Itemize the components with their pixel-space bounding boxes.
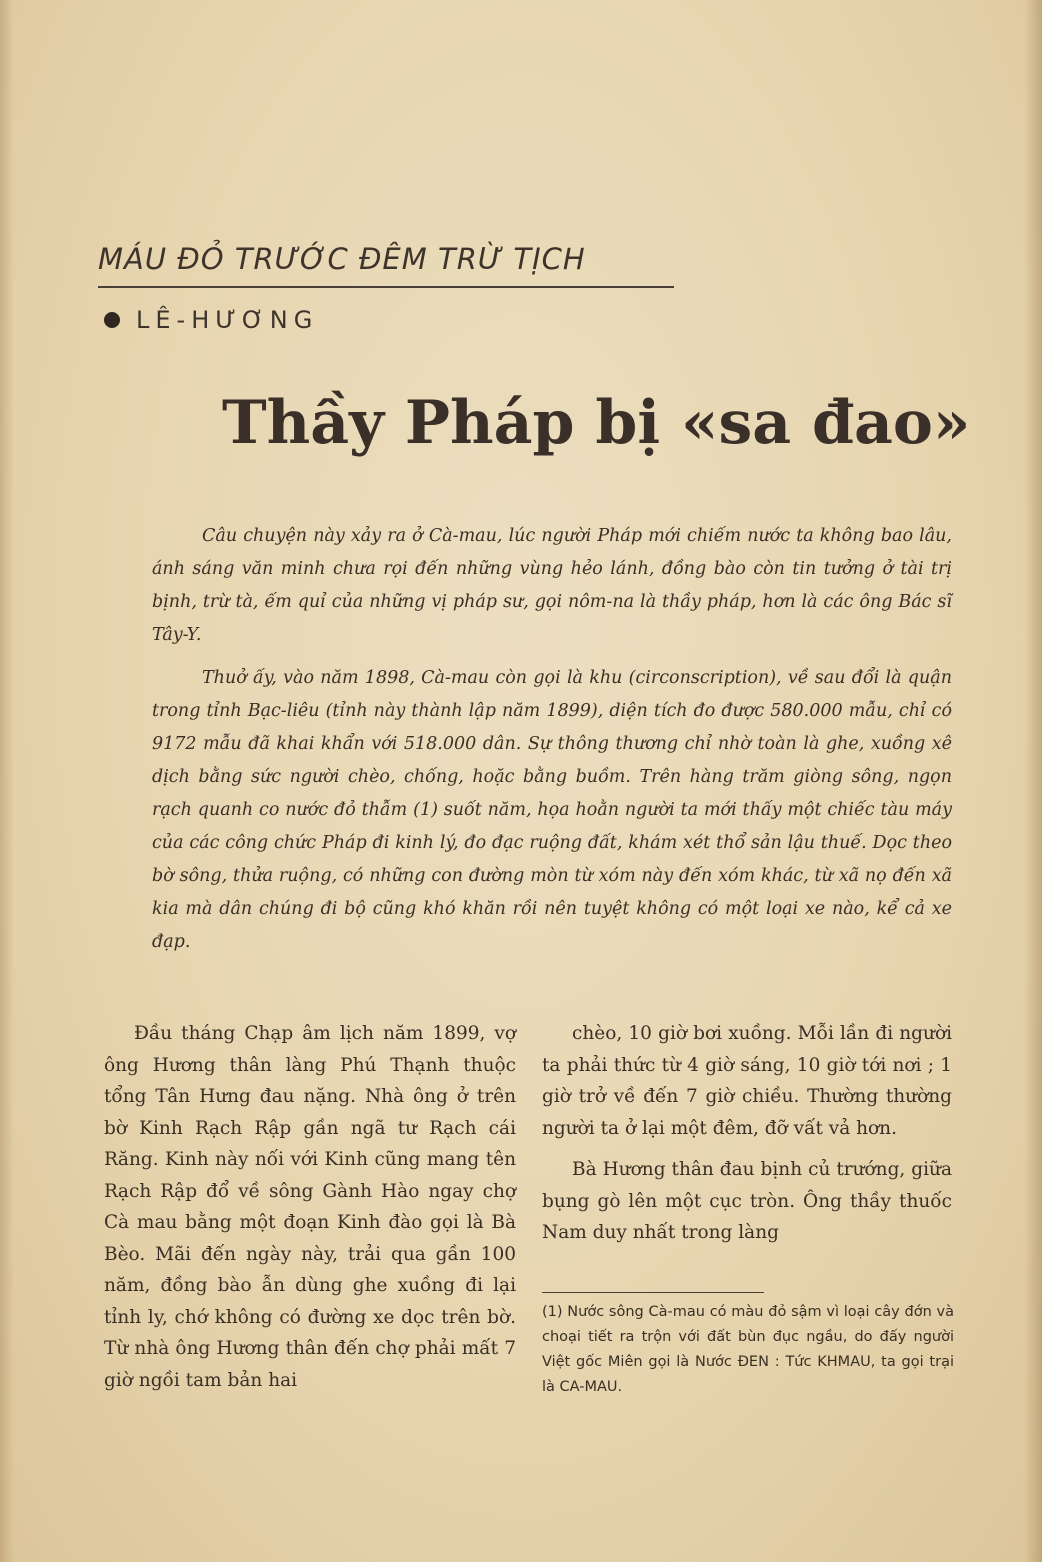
series-title: MÁU ĐỎ TRƯỚC ĐÊM TRỪ TỊCH (98, 242, 586, 276)
body-paragraph: Đầu tháng Chạp âm lịch năm 1899, vợ ông Hương thân làng Phú Thạnh thuộc tổng Tân Hưng đau nặng. Nhà ông ở trên bờ Kinh Rạch Rập gần ngã tư Rạch cái Răng. Kinh này nối với Kinh cũng mang tên Rạch Rập đổ về sông Gành Hào ngay chợ Cà mau bằng một đoạn Kinh đào gọi là Bà Bèo. Mãi đến ngày này, trải qua gần 100 năm, đồng bào ẫn dùng ghe xuồng đi lại tỉnh ly, chớ không có đường xe dọc trên bờ. Từ nhà ông Hương thân đến chợ phải mất 7 giờ ngồi tam bản hai (104, 1023, 516, 1391)
footnote: (1) Nước sông Cà-mau có màu đỏ sậm vì loại cây đớn và choại tiết ra trộn với đất bùn đục ngầu, do đấy người Việt gốc Miên gọi là Nước ĐEN : Tức KHMAU, ta gọi trại là CA-MAU. (542, 1304, 954, 1395)
article-headline: Thầy Pháp bị «sa đao» (222, 388, 971, 458)
right-column (542, 1018, 952, 1259)
page-edge-shadow (0, 0, 14, 1562)
title-underline (98, 286, 674, 288)
bullet-icon (104, 312, 120, 328)
intro-paragraph: Thuở ấy, vào năm 1898, Cà-mau còn gọi là khu (circonscription), về sau đổi là quận trong tỉnh Bạc-liêu (tỉnh này thành lập năm 1899), diện tích đo được 580.000 mẫu, chỉ có 9172 mẫu đã khai khẩn với 518.000 dân. Sự thông thương chỉ nhờ toàn là ghe, xuồng xê dịch bằng sức người chèo, chống, hoặc bằng buồm. Trên hàng trăm giòng sông, ngọn rạch quanh co nước đỏ thẫm (1) suốt năm, họa hoằn người ta mới thấy một chiếc tàu máy của các công chức Pháp đi kinh lý, đo đạc ruộng đất, khám xét thổ sản lậu thuế. Dọc theo bờ sông, thửa ruộng, có những con đường mòn từ xóm này đến xóm khác, từ xã nọ đến xã kia mà dân chúng đi bộ cũng khó khăn rồi nên tuyệt không có một loại xe nào, kể cả xe đạp. (152, 668, 952, 952)
page-edge-shadow (1024, 0, 1042, 1562)
author-line (104, 306, 318, 334)
intro-paragraph: Câu chuyện này xảy ra ở Cà-mau, lúc người Pháp mới chiếm nước ta không bao lâu, ánh sáng văn minh chưa rọi đến những vùng hẻo lánh, đồng bào còn tin tưởng ở tài trị bịnh, trừ tà, ếm quỉ của những vị pháp sư, gọi nôm-na là thầy pháp, hơn là các ông Bác sĩ Tây-Y. (152, 526, 952, 645)
footnote-rule (542, 1292, 764, 1293)
body-paragraph: chèo, 10 giờ bơi xuồng. Mỗi lần đi người ta phải thức từ 4 giờ sáng, 10 giờ tới nơi ; 1 giờ trở về đến 7 giờ chiều. Thường thường người ta ở lại một đêm, đỡ vất vả hơn. (542, 1023, 952, 1139)
author-name: LÊ-HƯƠNG (136, 306, 319, 334)
intro-block (152, 520, 952, 969)
left-column (104, 1018, 516, 1406)
body-paragraph: Bà Hương thân đau bịnh củ trướng, giữa bụng gò lên một cục tròn. Ông thầy thuốc Nam duy nhất trong làng (542, 1159, 952, 1243)
